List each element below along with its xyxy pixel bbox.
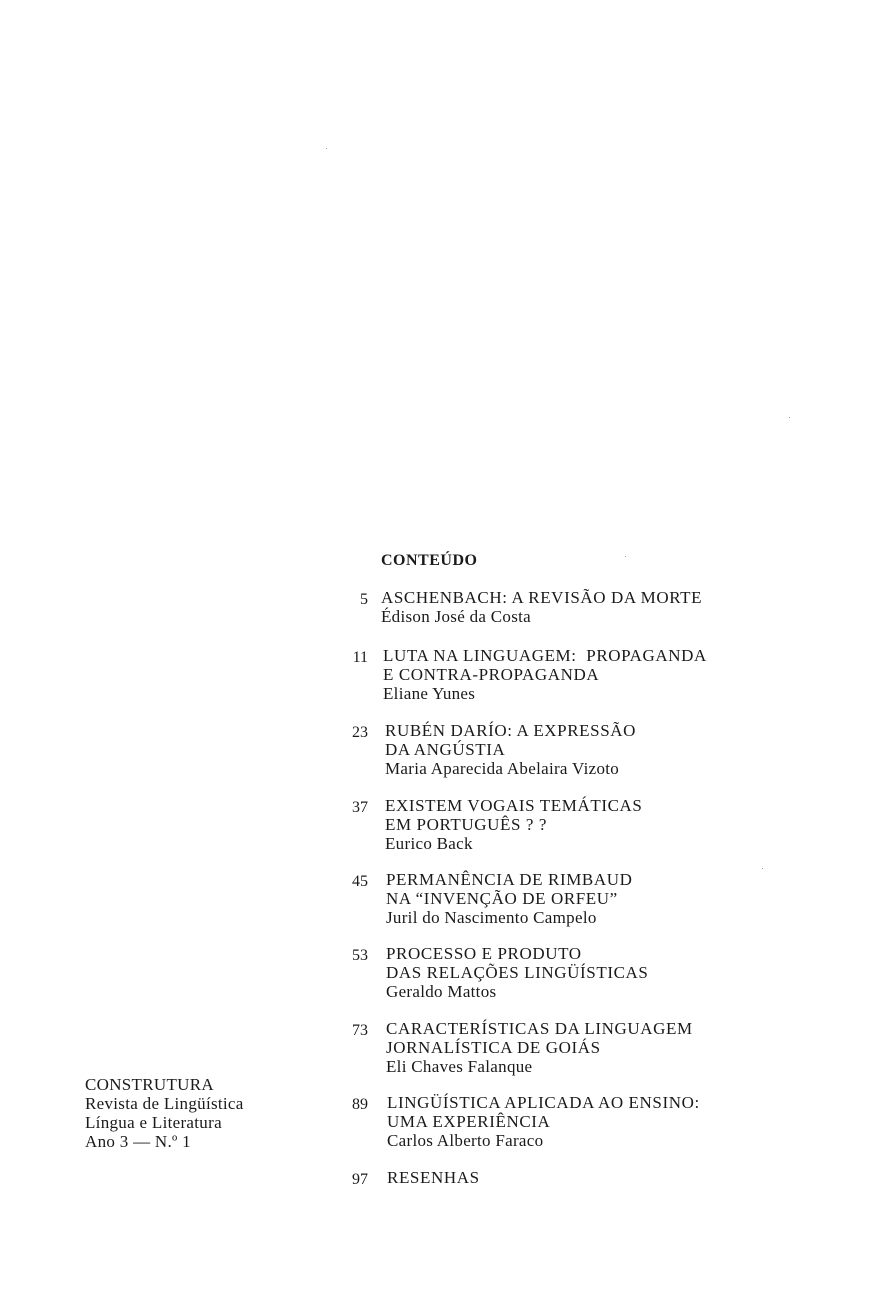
scan-speck — [762, 868, 763, 869]
toc-entry-title: JORNALÍSTICA DE GOIÁS — [386, 1038, 601, 1057]
toc-page-number: 23 — [352, 724, 368, 741]
toc-page-number: 45 — [352, 873, 368, 890]
toc-entry-author: Maria Aparecida Abelaira Vizoto — [385, 759, 620, 778]
journal-issue: Ano 3 — N.º 1 — [85, 1132, 191, 1151]
colophon — [85, 1075, 244, 1151]
toc-entry-title: LUTA NA LINGUAGEM: PROPAGANDA — [383, 646, 707, 665]
toc-page-number: 73 — [352, 1022, 368, 1039]
toc-page-number: 37 — [352, 799, 368, 816]
toc-entry-title: ASCHENBACH: A REVISÃO DA MORTE — [381, 588, 703, 607]
toc-page-number: 89 — [352, 1096, 368, 1113]
toc-entry-author: Geraldo Mattos — [386, 982, 497, 1001]
journal-subtitle: Revista de Lingüística — [85, 1094, 244, 1113]
toc-entry-title: EXISTEM VOGAIS TEMÁTICAS — [385, 796, 643, 815]
scan-speck — [789, 417, 790, 418]
toc-entry-title: EM PORTUGUÊS ? ? — [385, 815, 548, 834]
scan-speck — [326, 148, 327, 149]
scan-speck — [625, 556, 626, 557]
toc-entry-title: PERMANÊNCIA DE RIMBAUD — [386, 870, 633, 889]
toc-entry-title: RUBÉN DARÍO: A EXPRESSÃO — [385, 721, 637, 740]
toc-entry-title: E CONTRA-PROPAGANDA — [383, 665, 600, 684]
toc-page-number: 97 — [352, 1171, 368, 1188]
journal-subtitle: Língua e Literatura — [85, 1113, 222, 1132]
toc-entry-title: CARACTERÍSTICAS DA LINGUAGEM — [386, 1019, 693, 1038]
toc-entry-author: Édison José da Costa — [381, 607, 532, 626]
toc-page-number: 5 — [360, 591, 368, 608]
toc-entry-author: Carlos Alberto Faraco — [387, 1131, 544, 1150]
toc-entry-title: RESENHAS — [387, 1168, 480, 1187]
toc-entry-title: DAS RELAÇÕES LINGÜÍSTICAS — [386, 963, 649, 982]
journal-name: CONSTRUTURA — [85, 1075, 214, 1094]
toc-entry-author: Eurico Back — [385, 834, 473, 853]
toc-page-number: 53 — [352, 947, 368, 964]
toc-entry-title: NA “INVENÇÃO DE ORFEU” — [386, 889, 618, 908]
toc-entry-title: PROCESSO E PRODUTO — [386, 944, 582, 963]
toc-entry-title: DA ANGÚSTIA — [385, 740, 506, 759]
toc-page-number: 11 — [352, 649, 368, 666]
toc-entry-title: LINGÜÍSTICA APLICADA AO ENSINO: — [387, 1093, 700, 1112]
toc-entry-author: Juril do Nascimento Campelo — [386, 908, 597, 927]
toc-entry-author: Eli Chaves Falanque — [386, 1057, 533, 1076]
toc-heading: CONTEÚDO — [381, 552, 478, 569]
toc-entry-title: UMA EXPERIÊNCIA — [387, 1112, 551, 1131]
toc-entry-author: Eliane Yunes — [383, 684, 476, 703]
